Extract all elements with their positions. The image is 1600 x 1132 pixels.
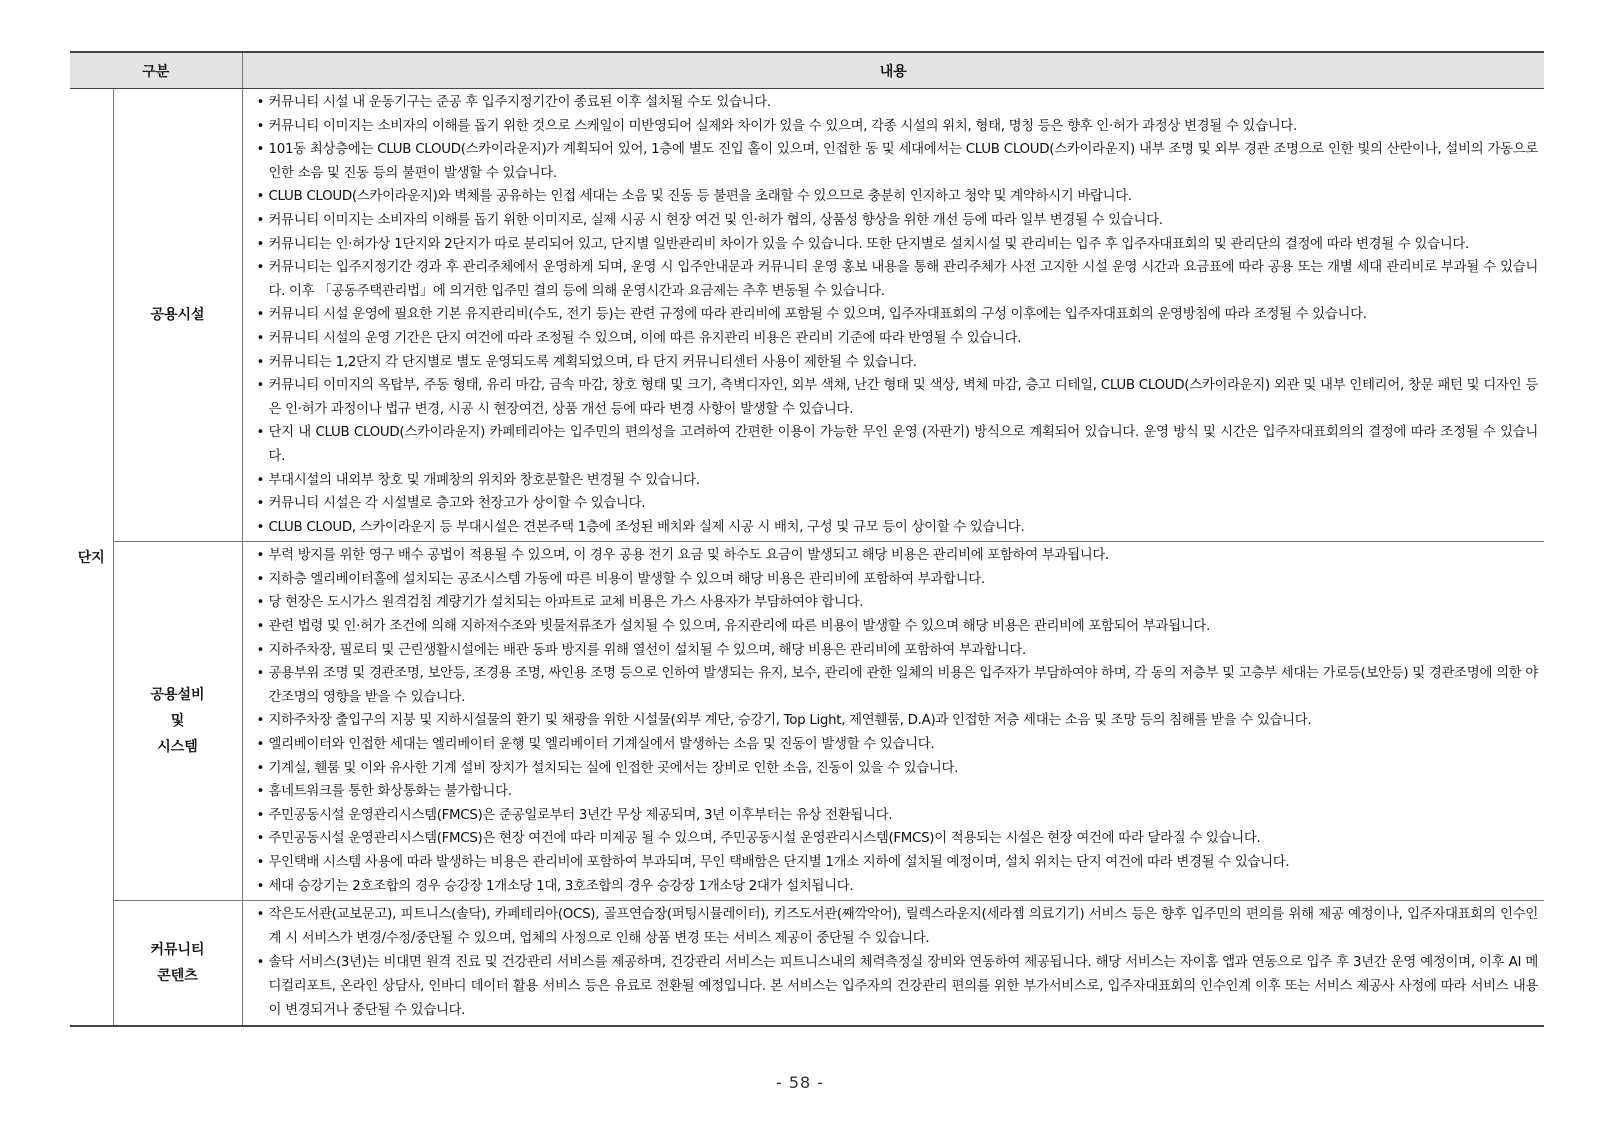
bullet-item: • 부력 방지를 위한 영구 배수 공법이 적용될 수 있으며, 이 경우 공용 전기 요금 및 하수도 요금이 발생되고 해당 비용은 관리비에 포함하여 부과됩니다. xyxy=(257,544,1539,568)
section-row-common-systems xyxy=(70,542,1544,901)
category-label: 및 xyxy=(170,713,185,730)
bullet-item: • 기계실, 휀룸 및 이와 유사한 기계 설비 장치가 설치되는 실에 인접한 곳에서는 장비로 인한 소음, 진동이 있을 수 있습니다. xyxy=(257,757,1539,781)
bullet-item: • 부대시설의 내외부 창호 및 개폐창의 위치와 창호분할은 변경될 수 있습니다. xyxy=(257,469,1539,493)
bullet-item: • 커뮤니티 시설 내 운동기구는 준공 후 입주지정기간이 종료된 이후 설치될 수도 있습니다. xyxy=(257,91,1539,115)
bullet-item: • 솔닥 서비스(3년)는 비대면 원격 진료 및 건강관리 서비스를 제공하며, 건강관리 서비스는 피트니스내의 체력측정실 장비와 연동하여 제공됩니다. 해당 서비스는 자이홈 앱과 연동으로 입주 후 3년간 운영 예정이며, 이후 AI 메디컬리포트, 온라인 상담사, 인바디 데이터 활용 서비스 등은 유료로 전환될 예정입니다. 본 서비스는 입주자의 건강관리 편의를 위한 부가서비스로, 입주자대표회의 인수인계 이후 또는 서비스 제공사 사정에 따라 서비스 내용이 변경되거나 중단될 수 있습니다. xyxy=(257,951,1539,1023)
table-header-row xyxy=(70,52,1544,89)
page-number: - 58 - xyxy=(775,1073,825,1092)
bullet-item: • 커뮤니티 시설은 각 시설별로 층고와 천장고가 상이할 수 있습니다. xyxy=(257,492,1539,516)
section-row-common-facilities xyxy=(70,89,1544,542)
bullet-item: • 엘리베이터와 인접한 세대는 엘리베이터 운행 및 엘리베이터 기계실에서 발생하는 소음 및 진동이 발생할 수 있습니다. xyxy=(257,733,1539,757)
bullet-item: • 커뮤니티 시설 운영에 필요한 기본 유지관리비(수도, 전기 등)는 관련 규정에 따라 관리비에 포함될 수 있으며, 입주자대표회의 구성 이후에는 입주자대표회의 운영방침에 따라 조정될 수 있습니다. xyxy=(257,303,1539,327)
bullet-item: • 커뮤니티 시설의 운영 기간은 단지 여건에 따라 조정될 수 있으며, 이에 따른 유지관리 비용은 관리비 기준에 따라 반영될 수 있습니다. xyxy=(257,327,1539,351)
section-row-community-contents xyxy=(70,901,1544,1027)
region-label: 단지 xyxy=(70,89,113,1027)
bullet-item: • 커뮤니티 이미지는 소비자의 이해를 돕기 위한 이미지로, 실제 시공 시 현장 여건 및 인·허가 협의, 상품성 향상을 위한 개선 등에 따라 일부 변경될 수 있습니다. xyxy=(257,209,1539,233)
bullet-item: • 커뮤니티는 인·허가상 1단지와 2단지가 따로 분리되어 있고, 단지별 일반관리비 차이가 있을 수 있습니다. 또한 단지별로 설치시설 및 관리비는 입주 후 입주자대표회의 및 관리단의 결정에 따라 변경될 수 있습니다. xyxy=(257,233,1539,257)
category-label: 콘텐츠 xyxy=(157,968,198,985)
bullet-item: • 커뮤니티 이미지의 옥탑부, 주동 형태, 유리 마감, 금속 마감, 창호 형태 및 크기, 측벽디자인, 외부 색채, 난간 형태 및 색상, 벽체 마감, 층고 디테일, CLUB CLOUD(스카이라운지) 외관 및 내부 인테리어, 창문 패턴 및 디자인 등은 인·허가 과정이나 법규 변경, 시공 시 현장여건, 상품 개선 등에 따라 변경 사항이 발생할 수 있습니다. xyxy=(257,374,1539,421)
bullet-item: • 작은도서관(교보문고), 피트니스(솔닥), 카페테리아(OCS), 골프연습장(퍼팅시뮬레이터), 키즈도서관(째깍악어), 릴렉스라운지(세라젬 의료기기) 서비스 등은 향후 입주민의 편의를 위해 제공 예정이나, 입주자대표회의 인수인계 시 서비스가 변경/수정/중단될 수 있으며, 업체의 사정으로 인해 상품 변경 또는 서비스 제공이 중단될 수 있습니다. xyxy=(257,903,1539,951)
notice-table xyxy=(70,51,1544,1027)
content-common-facilities xyxy=(242,89,1544,542)
category-label: 공용시설 xyxy=(150,307,205,324)
content-community-contents xyxy=(242,901,1544,1027)
bullet-item: • CLUB CLOUD(스카이라운지)와 벽체를 공유하는 인접 세대는 소음 및 진동 등 불편을 초래할 수 있으므로 충분히 인지하고 청약 및 계약하시기 바랍니다. xyxy=(257,185,1539,209)
header-content: 내용 xyxy=(242,52,1544,89)
bullet-item: • 지하층 엘리베이터홀에 설치되는 공조시스템 가동에 따른 비용이 발생할 수 있으며 해당 비용은 관리비에 포함하여 부과합니다. xyxy=(257,568,1539,592)
bullet-item: • 커뮤니티는 1,2단지 각 단지별로 별도 운영되도록 계획되었으며, 타 단지 커뮤니티센터 사용이 제한될 수 있습니다. xyxy=(257,351,1539,375)
bullet-item: • 주민공동시설 운영관리시스템(FMCS)은 준공일로부터 3년간 무상 제공되며, 3년 이후부터는 유상 전환됩니다. xyxy=(257,804,1539,828)
bullet-item: • 당 현장은 도시가스 원격검침 계량기가 설치되는 아파트로 교체 비용은 가스 사용자가 부담하여야 합니다. xyxy=(257,591,1539,615)
bullet-list xyxy=(257,903,1539,1023)
bullet-item: • CLUB CLOUD, 스카이라운지 등 부대시설은 견본주택 1층에 조성된 배치와 실제 시공 시 배치, 구성 및 규모 등이 상이할 수 있습니다. xyxy=(257,516,1539,540)
category-common-facilities xyxy=(113,89,242,542)
content-common-systems xyxy=(242,542,1544,901)
category-label: 커뮤니티 xyxy=(150,942,205,959)
category-community-contents xyxy=(113,901,242,1027)
bullet-item: • 세대 승강기는 2호조합의 경우 승강장 1개소당 1대, 3호조합의 경우 승강장 1개소당 2대가 설치됩니다. xyxy=(257,875,1539,899)
bullet-item: • 홈네트워크를 통한 화상통화는 불가합니다. xyxy=(257,780,1539,804)
bullet-item: • 무인택배 시스템 사용에 따라 발생하는 비용은 관리비에 포함하여 부과되며, 무인 택배함은 단지별 1개소 지하에 설치될 예정이며, 설치 위치는 단지 여건에 따라 변경될 수 있습니다. xyxy=(257,851,1539,875)
bullet-list xyxy=(257,91,1539,539)
bullet-item: • 주민공동시설 운영관리시스템(FMCS)은 현장 여건에 따라 미제공 될 수 있으며, 주민공동시설 운영관리시스템(FMCS)이 적용되는 시설은 현장 여건에 따라 달라질 수 있습니다. xyxy=(257,827,1539,851)
bullet-item: • 101동 최상층에는 CLUB CLOUD(스카이라운지)가 계획되어 있어, 1층에 별도 진입 홀이 있으며, 인접한 동 및 세대에서는 CLUB CLOUD(스카이라운지) 내부 조명 및 외부 경관 조명으로 인한 빛의 산란이나, 설비의 가동으로 인한 소음 및 진동 등의 불편이 발생할 수 있습니다. xyxy=(257,138,1539,185)
bullet-item: • 지하주차장, 필로티 및 근린생활시설에는 배관 동파 방지를 위해 열선이 설치될 수 있으며, 해당 비용은 관리비에 포함하여 부과합니다. xyxy=(257,639,1539,663)
bullet-item: • 관련 법령 및 인·허가 조건에 의해 지하저수조와 빗물저류조가 설치될 수 있으며, 유지관리에 따른 비용이 발생할 수 있으며 해당 비용은 관리비에 포함되어 부과됩니다. xyxy=(257,615,1539,639)
category-common-systems xyxy=(113,542,242,901)
category-label: 공용설비 xyxy=(150,687,205,704)
bullet-item: • 공용부위 조명 및 경관조명, 보안등, 조경용 조명, 싸인용 조명 등으로 인하여 발생되는 유지, 보수, 관리에 관한 일체의 비용은 입주자가 부담하여야 하며, 각 동의 저층부 및 고층부 세대는 가로등(보안등) 및 경관조명에 의한 야간조명의 영향을 받을 수 있습니다. xyxy=(257,662,1539,709)
category-label: 시스템 xyxy=(157,739,198,756)
bullet-list xyxy=(257,544,1539,898)
bullet-item: • 커뮤니티 이미지는 소비자의 이해를 돕기 위한 것으로 스케일이 미반영되어 실제와 차이가 있을 수 있으며, 각종 시설의 위치, 형태, 명칭 등은 향후 인·허가 과정상 변경될 수 있습니다. xyxy=(257,115,1539,139)
bullet-item: • 지하주차장 출입구의 지붕 및 지하시설물의 환기 및 채광을 위한 시설물(외부 계단, 승강기, Top Light, 제연휀룸, D.A)과 인접한 저층 세대는 소음 및 조망 등의 침해를 받을 수 있습니다. xyxy=(257,709,1539,733)
bullet-item: • 커뮤니티는 입주지정기간 경과 후 관리주체에서 운영하게 되며, 운영 시 입주안내문과 커뮤니티 운영 홍보 내용을 통해 관리주체가 사전 고지한 시설 운영 시간과 요금표에 따라 공용 또는 개별 세대 관리비로 부과될 수 있습니다. 이후 「공동주택관리법」에 의거한 입주민 결의 등에 의해 운영시간과 요금제는 추후 변동될 수 있습니다. xyxy=(257,256,1539,303)
bullet-item: • 단지 내 CLUB CLOUD(스카이라운지) 카페테리아는 입주민의 편의성을 고려하여 간편한 이용이 가능한 무인 운영 (자판기) 방식으로 계획되어 있습니다. 운영 방식 및 시간은 입주자대표회의의 결정에 따라 조정될 수 있습니다. xyxy=(257,421,1539,468)
header-gubun: 구분 xyxy=(70,52,242,89)
